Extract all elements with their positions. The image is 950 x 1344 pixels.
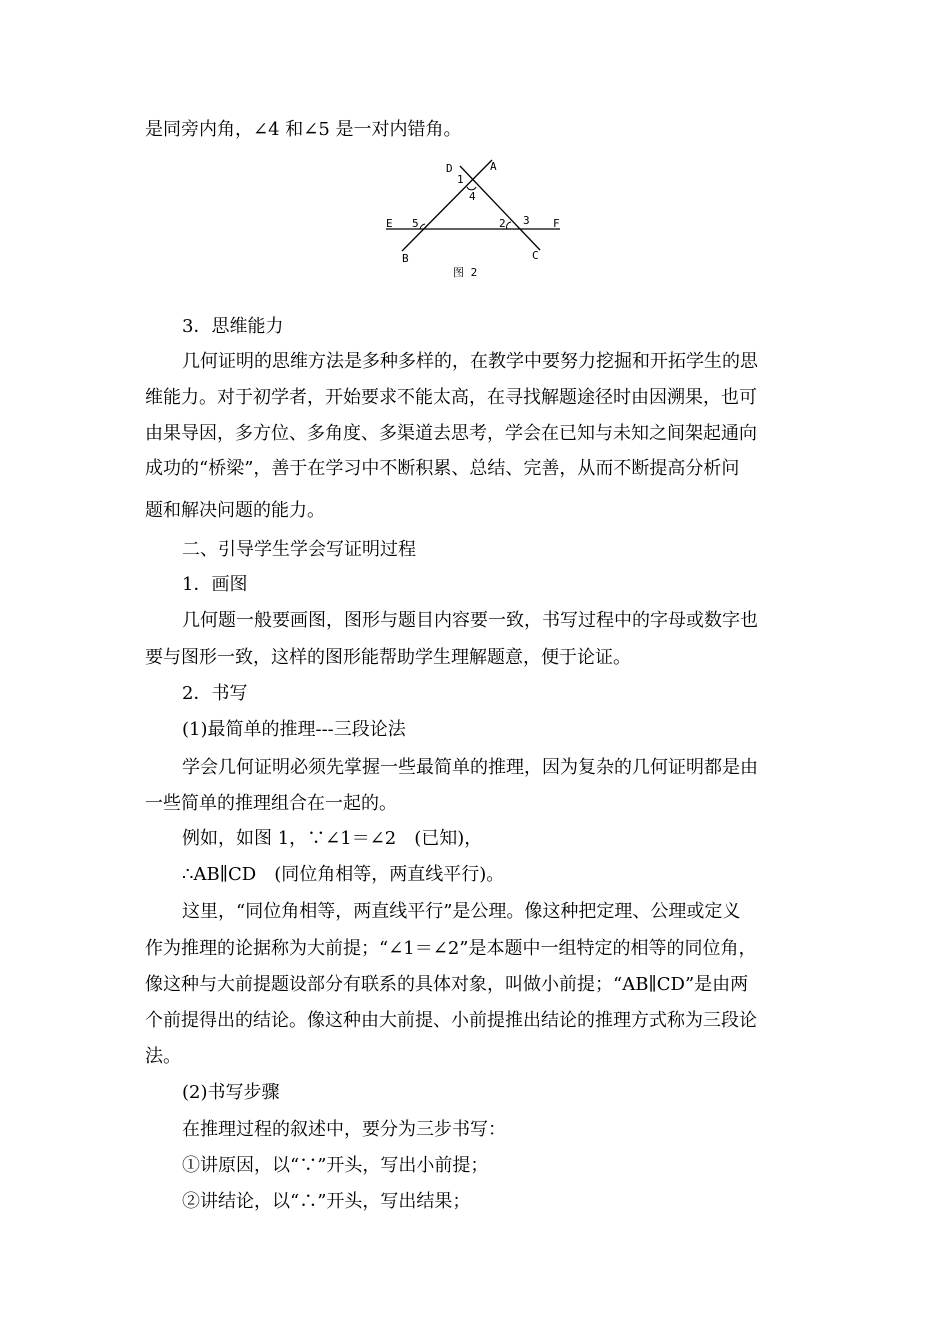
paragraph-line: 像这种与大前提题设部分有联系的具体对象，叫做小前提；“AB∥CD”是由两 bbox=[145, 974, 749, 995]
paragraph-line: ∴AB∥CD (同位角相等，两直线平行)。 bbox=[182, 864, 505, 885]
section-heading: (2)书写步骤 bbox=[182, 1082, 280, 1103]
angle-arc bbox=[507, 222, 511, 229]
angle-label-3: 3 bbox=[523, 214, 530, 227]
list-item: ②讲结论，以“∴”开头，写出结果； bbox=[182, 1191, 471, 1212]
section-heading: 1．画图 bbox=[182, 574, 248, 595]
section-heading: 二、引导学生学会写证明过程 bbox=[182, 539, 416, 560]
paragraph-line: 成功的“桥梁”，善于在学习中不断积累、总结、完善，从而不断提高分析问 bbox=[145, 458, 740, 479]
paragraph-line: 题和解决问题的能力。 bbox=[145, 500, 325, 521]
point-label-a: A bbox=[490, 160, 497, 173]
paragraph-line: 个前提得出的结论。像这种由大前提、小前提推出结论的推理方式称为三段论 bbox=[145, 1010, 757, 1031]
angle-label-2: 2 bbox=[499, 217, 506, 230]
angle-label-5: 5 bbox=[412, 217, 419, 230]
point-label-e: E bbox=[386, 217, 393, 230]
paragraph-line: 由果导因，多方位、多角度、多渠道去思考，学会在已知与未知之间架起通向 bbox=[145, 423, 757, 444]
paragraph-line: 要与图形一致，这样的图形能帮助学生理解题意，便于论证。 bbox=[145, 647, 631, 668]
angle-label-4: 4 bbox=[469, 190, 476, 203]
paragraph-line: 例如，如图 1，∵∠1＝∠2 (已知)， bbox=[182, 828, 483, 849]
paragraph-line: 作为推理的论据称为大前提；“∠1＝∠2”是本题中一组特定的相等的同位角， bbox=[145, 938, 757, 959]
point-label-d: D bbox=[446, 162, 453, 175]
geometry-figure bbox=[380, 158, 564, 284]
paragraph-line: 一些简单的推理组合在一起的。 bbox=[145, 793, 397, 814]
section-heading: 3．思维能力 bbox=[182, 316, 284, 337]
point-label-c: C bbox=[532, 249, 539, 262]
angle-label-1: 1 bbox=[457, 173, 464, 186]
paragraph-line: 几何证明的思维方法是多种多样的，在教学中要努力挖掘和开拓学生的思 bbox=[182, 351, 758, 372]
text-line: 是同旁内角，∠4 和∠5 是一对内错角。 bbox=[145, 119, 462, 140]
paragraph-line: 维能力。对于初学者，开始要求不能太高，在寻找解题途径时由因溯果，也可 bbox=[145, 387, 757, 408]
section-heading: (1)最简单的推理---三段论法 bbox=[182, 719, 406, 740]
point-label-b: B bbox=[402, 252, 409, 265]
paragraph-line: 法。 bbox=[145, 1046, 181, 1067]
paragraph-line: 在推理过程的叙述中，要分为三步书写： bbox=[182, 1119, 506, 1140]
point-label-f: F bbox=[553, 217, 560, 230]
figure-caption: 图 2 bbox=[453, 266, 478, 279]
list-item: ①讲原因，以“∵”开头，写出小前提； bbox=[182, 1155, 489, 1176]
line-dc bbox=[460, 166, 540, 250]
paragraph-line: 学会几何证明必须先掌握一些最简单的推理，因为复杂的几何证明都是由 bbox=[182, 757, 758, 778]
paragraph-line: 几何题一般要画图，图形与题目内容要一致，书写过程中的字母或数字也 bbox=[182, 610, 758, 631]
paragraph-line: 这里，“同位角相等，两直线平行”是公理。像这种把定理、公理或定义 bbox=[182, 901, 741, 922]
section-heading: 2．书写 bbox=[182, 683, 248, 704]
